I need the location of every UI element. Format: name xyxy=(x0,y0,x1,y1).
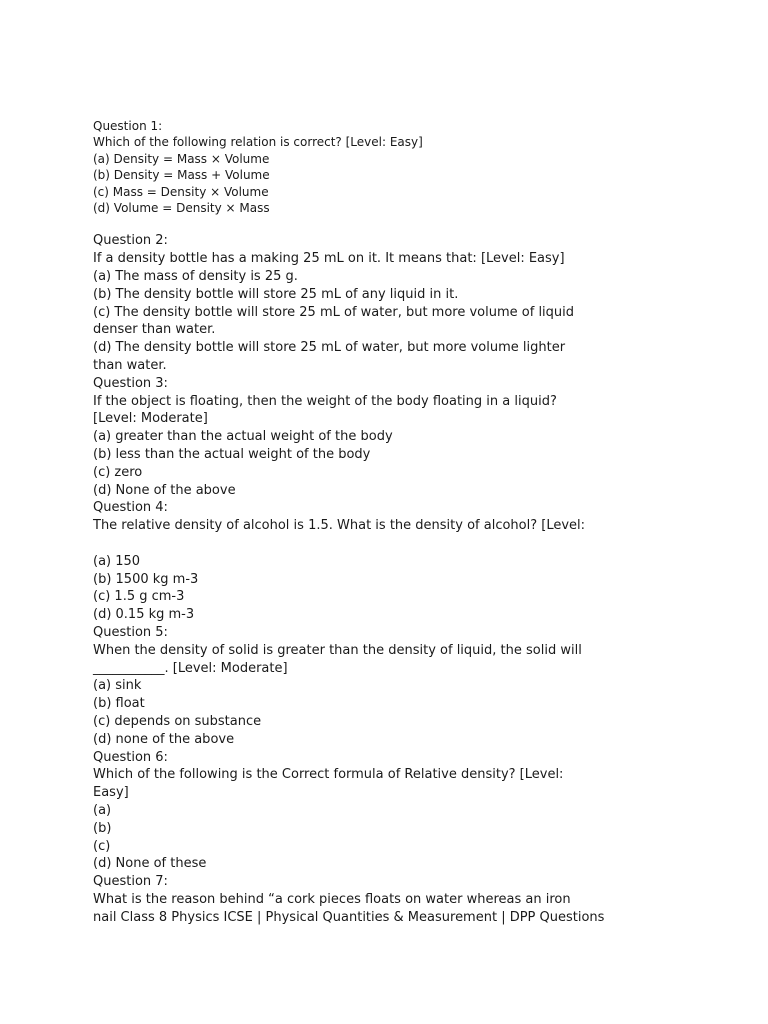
question-1-heading: Question 1: xyxy=(93,119,163,133)
question-2-option-c-cont: denser than water. xyxy=(93,322,216,338)
question-4-option-c: (c) 1.5 g cm-3 xyxy=(93,589,185,605)
question-5-option-c: (c) depends on substance xyxy=(93,713,262,729)
question-1-option-b: (b) Density = Mass + Volume xyxy=(93,168,270,183)
question-3-level: [Level: Moderate] xyxy=(93,411,208,427)
question-7-heading: Question 7: xyxy=(93,874,168,890)
question-1-text: Which of the following relation is correct? [Level: Easy] xyxy=(93,135,423,150)
question-4-option-b: (b) 1500 kg m-3 xyxy=(93,571,199,587)
document-page xyxy=(93,118,613,927)
question-3-option-d: (d) None of the above xyxy=(93,482,236,498)
question-7 xyxy=(93,873,613,926)
question-5-option-b: (b) float xyxy=(93,696,145,712)
question-2-heading: Question 2: xyxy=(93,233,168,249)
question-3-heading: Question 3: xyxy=(93,375,168,391)
question-2-option-a: (a) The mass of density is 25 g. xyxy=(93,269,298,285)
question-6-option-a: (a) xyxy=(93,802,112,818)
question-7-text: What is the reason behind “a cork pieces floats on water whereas an iron xyxy=(93,891,571,907)
question-6-heading: Question 6: xyxy=(93,749,168,765)
question-4-option-d: (d) 0.15 kg m-3 xyxy=(93,607,195,623)
question-5-option-a: (a) sink xyxy=(93,678,142,694)
question-1-option-d: (d) Volume = Density × Mass xyxy=(93,201,270,216)
question-4-text: The relative density of alcohol is 1.5. What is the density of alcohol? [Level: xyxy=(93,518,586,534)
question-4-option-a: (a) 150 xyxy=(93,553,141,569)
question-3-option-a: (a) greater than the actual weight of the body xyxy=(93,429,393,445)
question-1 xyxy=(93,118,613,216)
question-4-heading: Question 4: xyxy=(93,500,168,516)
question-5 xyxy=(93,624,613,749)
question-6-option-c: (c) xyxy=(93,838,111,854)
question-6-option-b: (b) xyxy=(93,820,112,836)
question-5-option-d: (d) none of the above xyxy=(93,731,235,747)
spacer xyxy=(93,216,613,232)
question-2-option-d-cont: than water. xyxy=(93,358,167,374)
question-7-text-cont: nail Class 8 Physics ICSE | Physical Quantities & Measurement | DPP Questions xyxy=(93,909,605,925)
question-6-text: Which of the following is the Correct formula of Relative density? [Level: xyxy=(93,767,564,783)
question-3-option-c: (c) zero xyxy=(93,464,143,480)
question-5-heading: Question 5: xyxy=(93,624,168,640)
question-3-option-b: (b) less than the actual weight of the body xyxy=(93,447,371,462)
question-2 xyxy=(93,232,613,374)
question-5-text-cont: ___________. [Level: Moderate] xyxy=(93,660,288,676)
question-6-option-d: (d) None of these xyxy=(93,856,207,872)
question-5-text: When the density of solid is greater than the density of liquid, the solid will xyxy=(93,642,582,658)
question-1-option-c: (c) Mass = Density × Volume xyxy=(93,184,269,199)
question-2-option-d: (d) The density bottle will store 25 mL of water, but more volume lighter xyxy=(93,340,566,356)
question-2-option-c: (c) The density bottle will store 25 mL of water, but more volume of liquid xyxy=(93,304,575,320)
question-6 xyxy=(93,749,613,874)
question-2-option-b: (b) The density bottle will store 25 mL of any liquid in it. xyxy=(93,286,459,302)
question-3 xyxy=(93,375,613,500)
question-1-option-a: (a) Density = Mass × Volume xyxy=(93,151,270,166)
question-2-text: If a density bottle has a making 25 mL on it. It means that: [Level: Easy] xyxy=(93,251,565,267)
question-3-text: If the object is floating, then the weight of the body floating in a liquid? xyxy=(93,393,557,409)
questions-2-to-7 xyxy=(93,232,613,926)
question-4-blank-line xyxy=(93,535,613,553)
question-4 xyxy=(93,499,613,624)
question-6-text-cont: Easy] xyxy=(93,785,129,801)
